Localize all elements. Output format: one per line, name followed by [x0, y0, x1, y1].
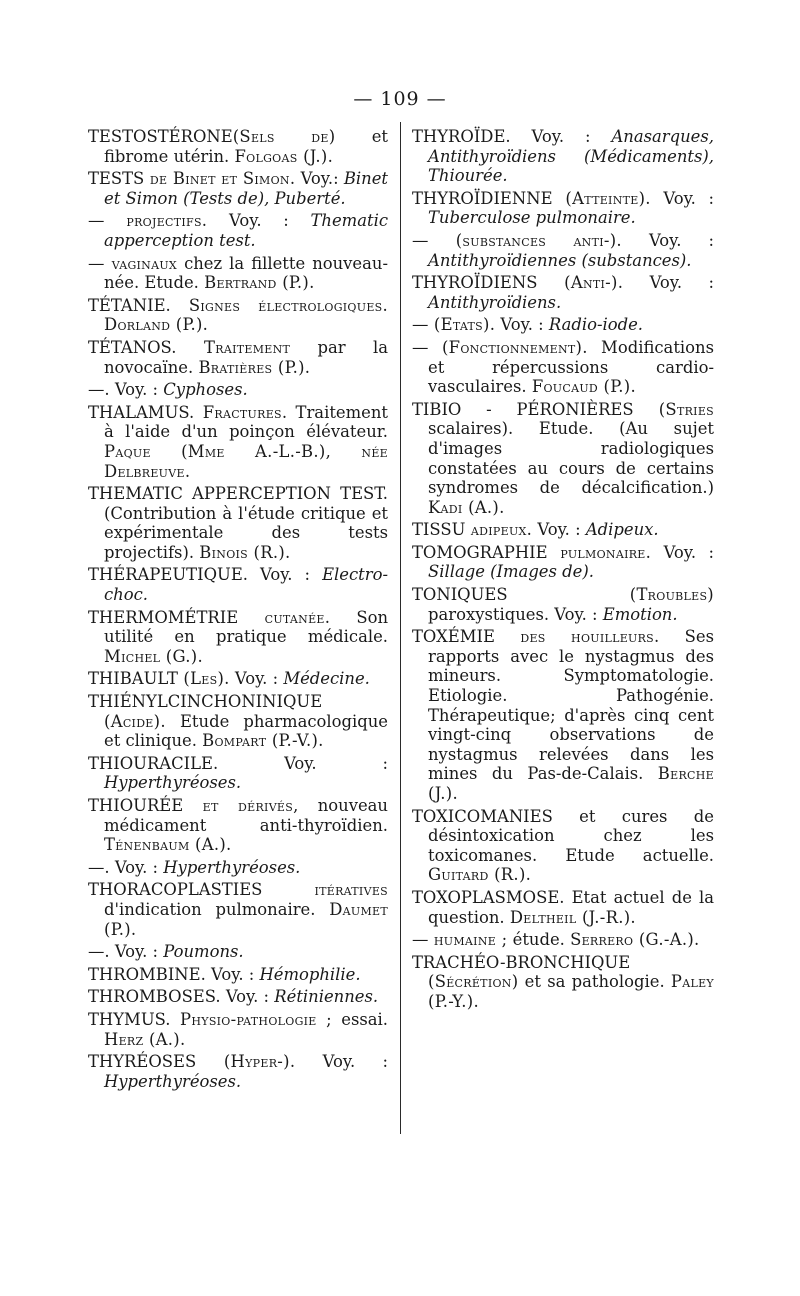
- index-entry: [88, 692, 388, 751]
- index-entry: [88, 338, 388, 377]
- entry-crossref: Tuberculose pulmonaire.: [428, 208, 636, 228]
- entry-text: par la novocaïne.: [104, 337, 388, 377]
- index-entry: [88, 880, 388, 939]
- entry-text: et fibrome utérin.: [104, 127, 388, 166]
- entry-heading: THYROÏDIENNE: [412, 188, 553, 208]
- entry-text: Voy. :: [623, 273, 714, 293]
- index-entry: [412, 807, 714, 885]
- entry-heading: THROMBOSES.: [88, 987, 221, 1007]
- entry-heading: TISSU: [412, 520, 466, 540]
- entry-text: d'indication pulmonaire.: [104, 899, 330, 919]
- index-entry: [88, 403, 388, 481]
- entry-author: Bratières (P.).: [198, 357, 311, 377]
- index-entry: [412, 338, 714, 397]
- entry-qualifier: Signes électrologiques.: [170, 295, 388, 315]
- index-entry: [412, 127, 714, 186]
- entry-heading: TOMOGRAPHIE: [412, 542, 548, 562]
- entry-crossref: Radio-iode.: [548, 315, 644, 335]
- entry-author: Berche (J.).: [428, 764, 714, 803]
- entry-author: Michel (G.).: [104, 646, 203, 666]
- entry-author: Kadi (A.).: [428, 497, 505, 517]
- entry-text: Voy. :: [532, 520, 586, 540]
- entry-qualifier: (Atteinte).: [552, 188, 651, 208]
- entry-text: Voy. :: [109, 380, 164, 400]
- index-entry: [412, 930, 714, 950]
- entry-crossref: Antithyroïdiennes (substances).: [428, 250, 692, 270]
- entry-text: Voy. :: [229, 669, 284, 689]
- entry-qualifier: Traitement: [176, 337, 291, 357]
- entry-text: Voy.:: [295, 169, 344, 189]
- entry-qualifier: (Etats).: [428, 315, 496, 335]
- index-entry: [88, 296, 388, 335]
- right-column: [412, 127, 714, 1015]
- index-entry: [412, 543, 714, 582]
- entry-text: Traitement à l'aide d'un poinçon élévateur.: [104, 402, 388, 442]
- entry-text: Voy. :: [295, 1052, 388, 1072]
- entry-heading: —: [412, 337, 429, 357]
- entry-crossref: Adipeux.: [585, 520, 659, 540]
- index-entry: [412, 627, 714, 803]
- entry-heading: THÉRAPEUTIQUE.: [88, 565, 249, 585]
- entry-qualifier: cutanée.: [238, 607, 331, 627]
- index-entry: [88, 127, 388, 166]
- entry-text: nouveau médicament anti-thyroïdien.: [104, 796, 388, 835]
- entry-heading: —: [88, 211, 105, 231]
- index-entry: [88, 796, 388, 855]
- entry-qualifier: (Fonctionnement).: [428, 337, 588, 357]
- entry-qualifier: (Les).: [177, 669, 230, 689]
- entry-text: et cures de désintoxication chez les toxicomanes. Etude actuelle.: [428, 806, 714, 865]
- entry-heading: THEMATIC APPERCEPTION TEST.: [88, 484, 388, 504]
- entry-qualifier: des houilleurs.: [494, 627, 660, 647]
- index-entry: [88, 669, 388, 689]
- entry-text: Etude pharmacologique et clinique.: [104, 711, 388, 751]
- entry-author: Serrero (G.-A.).: [570, 930, 700, 950]
- index-entry: [88, 254, 388, 293]
- entry-qualifier: projectifs.: [104, 211, 208, 231]
- entry-text: Ses rapports avec le nystagmus des mineurs. Symptomatologie. Etiologie. Pathogénie. Thérapeutique; d'après cinq cent vingt-cinq observations de nystagmus relevées dans les mines du Pas-de-Calais.: [428, 627, 714, 784]
- entry-heading: TESTS: [88, 169, 145, 189]
- entry-text: chez la fillette nouveau-née. Etude.: [104, 253, 388, 293]
- index-entry: [412, 520, 714, 540]
- entry-heading: THYRÉOSES: [88, 1052, 197, 1072]
- entry-text: scalaires). Etude. (Au sujet d'images radiologiques constatées au cours de certains syndromes de décalcification.): [428, 419, 714, 498]
- entry-heading: —: [412, 315, 429, 335]
- index-entry: [412, 273, 714, 312]
- entry-heading: TESTOSTÉRONE: [88, 127, 233, 146]
- index-entry: [88, 754, 388, 793]
- entry-heading: TÉTANIE.: [88, 295, 171, 315]
- entry-crossref: Electro-choc.: [104, 565, 388, 605]
- entry-text: Voy. :: [495, 315, 549, 335]
- index-entry: [412, 888, 714, 927]
- entry-text: étude.: [507, 930, 571, 950]
- entry-text: Voy. :: [651, 542, 715, 562]
- entry-author: Binois (R.).: [199, 542, 291, 562]
- entry-author: Bertrand (P.).: [204, 273, 315, 293]
- entry-crossref: Cyphoses.: [163, 380, 248, 400]
- entry-qualifier: itératives: [262, 880, 388, 900]
- entry-heading: THIOURÉE: [88, 796, 184, 815]
- entry-author: Bompart (P.-V.).: [202, 731, 324, 751]
- entry-heading: —: [412, 930, 429, 950]
- page-number: — 109 —: [353, 88, 447, 110]
- entry-qualifier: (Troubles): [507, 585, 714, 605]
- entry-heading: —.: [88, 942, 110, 962]
- entry-crossref: Hyperthyréoses.: [104, 1071, 242, 1091]
- index-entry: [88, 484, 388, 562]
- entry-author: Guitard (R.).: [428, 865, 532, 885]
- entry-heading: TOXÉMIE: [412, 627, 495, 647]
- entry-heading: THIÉNYLCINCHONINIQUE: [88, 692, 323, 712]
- entry-text: essai.: [332, 1009, 388, 1029]
- index-entry: [88, 965, 388, 985]
- entry-crossref: Binet et Simon (Tests de), Puberté.: [104, 169, 389, 208]
- entry-author: Herz (A.).: [104, 1029, 186, 1049]
- entry-qualifier: vaginaux: [104, 253, 178, 273]
- entry-crossref: Hyperthyréoses.: [104, 773, 242, 793]
- entry-text: Voy. :: [650, 188, 714, 208]
- entry-crossref: Sillage (Images de).: [428, 562, 594, 582]
- index-entry: [412, 953, 714, 1012]
- entry-heading: —.: [88, 857, 110, 877]
- entry-heading: —.: [88, 380, 110, 400]
- entry-heading: TIBIO - PÉRONIÈRES: [412, 399, 634, 419]
- entry-heading: THYROÏDE.: [412, 127, 511, 146]
- entry-text: Son utilité en pratique médicale.: [104, 607, 388, 647]
- index-entry: [412, 231, 714, 270]
- entry-text: Voy. :: [510, 127, 612, 146]
- entry-crossref: Hyperthyréoses.: [163, 857, 301, 877]
- index-entry: [88, 608, 388, 667]
- entry-author: Deltheil (J.-R.).: [509, 907, 636, 927]
- entry-qualifier: pulmonaire.: [547, 542, 652, 562]
- entry-heading: THIOURACILE.: [88, 753, 219, 773]
- entry-crossref: Rétiniennes.: [274, 987, 379, 1007]
- entry-heading: THROMBINE.: [88, 964, 206, 984]
- entry-qualifier: adipeux.: [465, 520, 533, 540]
- left-column: [88, 127, 388, 1094]
- entry-author: Paque (Mme A.-L.-B.), née Delbreuve.: [104, 441, 388, 481]
- index-entry: [88, 169, 388, 208]
- index-entry: [412, 315, 714, 335]
- entry-crossref: Médecine.: [283, 669, 370, 689]
- entry-qualifier: Physio-pathologie ;: [170, 1009, 332, 1029]
- entry-qualifier: humaine ;: [428, 930, 508, 950]
- entry-heading: TRACHÉO-BRONCHIQUE: [412, 952, 631, 972]
- entry-text: Voy. :: [109, 857, 164, 877]
- entry-crossref: Anasarques, Antithyroïdiens (Médicaments), Thiourée.: [428, 127, 714, 186]
- entry-qualifier: Fractures.: [194, 402, 288, 422]
- entry-text: Voy. :: [205, 964, 260, 984]
- entry-crossref: Poumons.: [163, 942, 244, 962]
- entry-text: Voy. :: [218, 753, 388, 773]
- entry-author: Foucaud (P.).: [531, 377, 636, 397]
- index-entry: [412, 585, 714, 624]
- index-entry: [88, 211, 388, 250]
- entry-heading: THERMOMÉTRIE: [88, 607, 239, 627]
- entry-text: et sa pathologie.: [518, 972, 671, 992]
- entry-qualifier: (substances anti-).: [428, 230, 622, 250]
- entry-crossref: Hémophilie.: [259, 964, 361, 984]
- index-entry: [88, 1010, 388, 1049]
- entry-heading: TONIQUES: [412, 585, 508, 605]
- entry-heading: —: [412, 230, 429, 250]
- entry-qualifier: (Anti-).: [537, 273, 624, 293]
- entry-qualifier: et dérivés,: [183, 796, 299, 815]
- entry-text: Voy. :: [220, 987, 275, 1007]
- entry-qualifier: (Sels de): [232, 127, 336, 146]
- entry-author: Folgoas (J.).: [234, 146, 334, 166]
- entry-heading: TOXOPLASMOSE.: [412, 887, 565, 907]
- entry-heading: —: [88, 253, 105, 273]
- entry-text: Voy. :: [248, 565, 323, 585]
- entry-heading: THALAMUS.: [88, 402, 195, 422]
- entry-text: paroxystiques. Voy. :: [428, 604, 603, 624]
- entry-author: Paley (P.-Y.).: [428, 972, 714, 1011]
- index-entry: [88, 942, 388, 962]
- entry-text: Modifications et répercussions cardio-vasculaires.: [428, 337, 714, 397]
- index-entry: [88, 565, 388, 604]
- entry-heading: THORACOPLASTIES: [88, 880, 263, 900]
- entry-author: Dorland (P.).: [104, 315, 209, 335]
- entry-author: Ténenbaum (A.).: [104, 835, 232, 855]
- entry-qualifier: (Hyper-).: [196, 1052, 296, 1072]
- entry-text: (Contribution à l'étude critique et expérimentale des tests projectifs).: [104, 503, 388, 562]
- index-entry: [88, 380, 388, 400]
- index-entry: [88, 858, 388, 878]
- entry-qualifier: (Stries: [633, 399, 714, 419]
- entry-qualifier: (Sécrétion): [428, 972, 519, 992]
- entry-crossref: Emotion.: [602, 604, 678, 624]
- entry-author: Daumet (P.).: [104, 899, 388, 939]
- entry-heading: TOXICOMANIES: [412, 806, 553, 826]
- entry-text: Voy. :: [207, 211, 311, 231]
- entry-text: Etat actuel de la question.: [428, 887, 714, 927]
- column-divider: [400, 122, 401, 1134]
- entry-crossref: Antithyroïdiens.: [428, 292, 562, 312]
- entry-qualifier: (Acide).: [104, 711, 166, 731]
- entry-qualifier: de Binet et Simon.: [144, 169, 296, 189]
- entry-heading: THYMUS.: [88, 1009, 171, 1029]
- index-entry: [412, 400, 714, 518]
- index-entry: [412, 189, 714, 228]
- entry-heading: TÉTANOS.: [88, 337, 177, 357]
- entry-heading: THYROÏDIENS: [412, 273, 538, 293]
- entry-crossref: Thematic apperception test.: [104, 211, 388, 250]
- index-entry: [88, 1052, 388, 1091]
- index-entry: [88, 987, 388, 1007]
- entry-text: Voy. :: [621, 230, 714, 250]
- entry-heading: THIBAULT: [88, 669, 178, 689]
- entry-text: Voy. :: [109, 942, 164, 962]
